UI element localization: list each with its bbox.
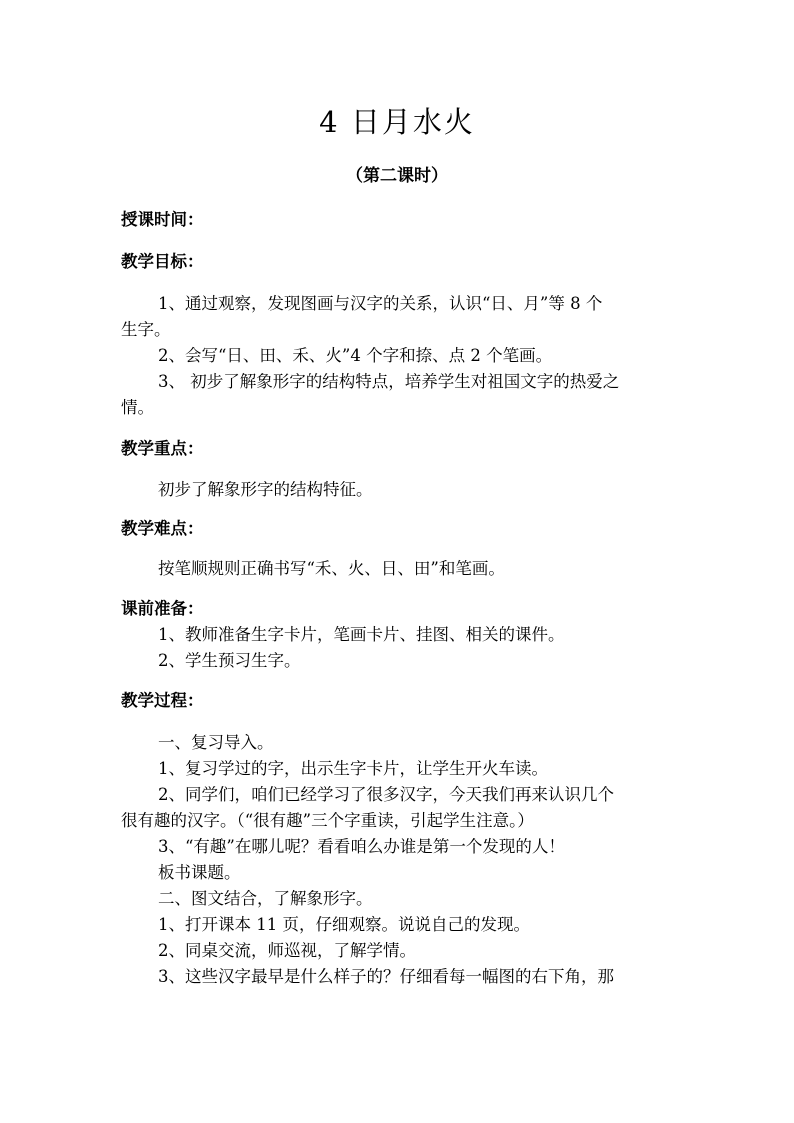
process-2: 1、复习学过的字，出示生字卡片，让学生开火车读。 [158,759,548,778]
lesson-title: 4 日月水火 [319,105,475,139]
goals-label: 教学目标： [121,252,204,271]
process-1: 一、复习导入。 [158,733,274,752]
time-label: 授课时间： [121,210,204,229]
process-5: 板书课题。 [158,863,241,882]
goal-1a: 1、通过观察，发现图画与汉字的关系，认识“日、月”等 8 个 [158,294,603,313]
process-3b: 很有趣的汉字。（“很有趣”三个字重读，引起学生注意。） [121,811,534,830]
process-4: 3、“有趣”在哪儿呢？看看咱么办谁是第一个发现的人！ [158,837,565,856]
goal-3a: 3、 初步了解象形字的结构特点，培养学生对祖国文字的热爱之 [158,372,620,391]
prep-label: 课前准备： [121,599,204,618]
goal-2: 2、会写“日、田、禾、火”4 个字和捺、点 2 个笔画。 [158,346,553,365]
goal-1b: 生字。 [121,320,171,339]
goal-3b: 情。 [121,398,154,417]
difficulty-label: 教学难点： [121,519,204,538]
key-text: 初步了解象形字的结构特征。 [158,480,373,499]
key-label: 教学重点： [121,439,204,458]
lesson-subtitle: （第二课时） [346,166,448,186]
difficulty-text: 按笔顺规则正确书写“禾、火、日、田”和笔画。 [158,559,505,578]
process-3a: 2、同学们，咱们已经学习了很多汉字，今天我们再来认识几个 [158,785,614,804]
prep-1: 1、教师准备生字卡片，笔画卡片、挂图、相关的课件。 [158,625,565,644]
process-8: 2、同桌交流，师巡视，了解学情。 [158,941,416,960]
process-7: 1、打开课本 11 页，仔细观察。说说自己的发现。 [158,915,530,934]
process-9: 3、这些汉字最早是什么样子的？仔细看每一幅图的右下角，那 [158,967,614,986]
prep-2: 2、学生预习生字。 [158,651,301,670]
process-6: 二、图文结合，了解象形字。 [158,889,373,908]
process-label: 教学过程： [121,691,204,710]
